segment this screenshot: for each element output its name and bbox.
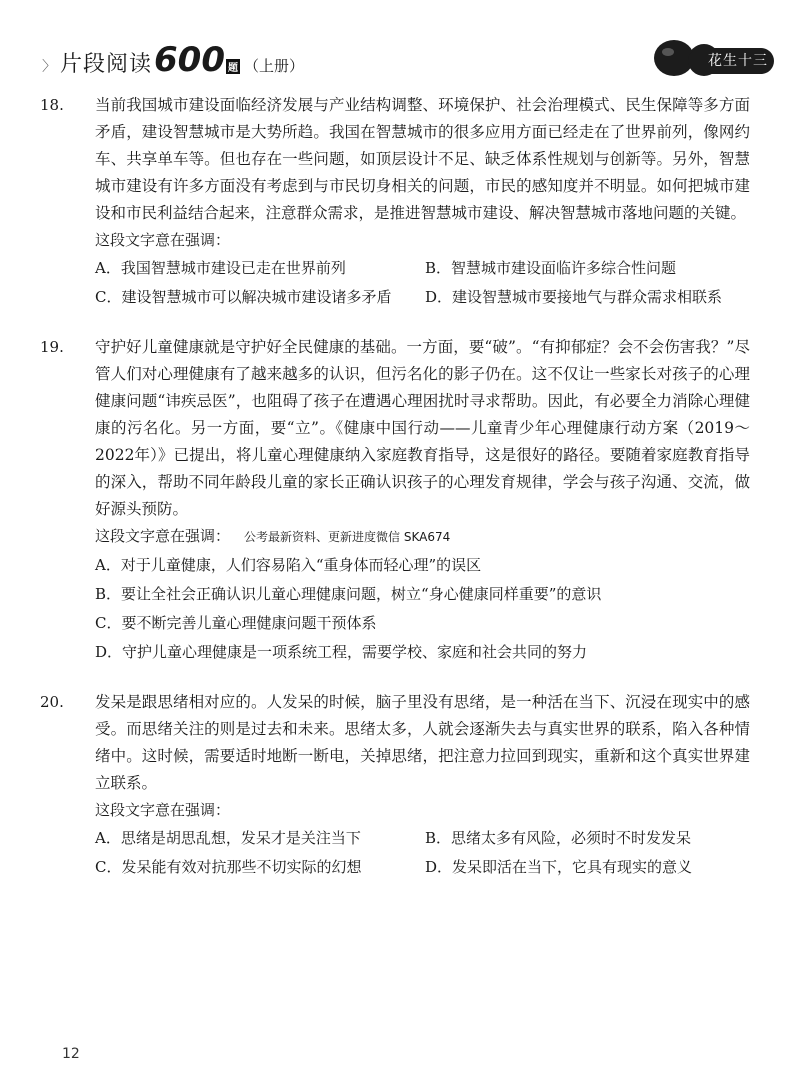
publisher-logo — [648, 36, 778, 80]
question-number: 20. — [40, 693, 64, 711]
question-prompt: 这段文字意在强调： — [95, 231, 231, 249]
option-a: A．思绪是胡思乱想，发呆才是关注当下 — [95, 829, 361, 847]
option-c: C．建设智慧城市可以解决城市建设诸多矛盾 — [95, 288, 392, 306]
book-title-number: 600 — [154, 40, 225, 80]
question-prompt: 这段文字意在强调： — [95, 801, 231, 819]
question-number: 18. — [40, 96, 64, 114]
option-d: D．建设智慧城市要接地气与群众需求相联系 — [425, 288, 723, 306]
option-d: D．守护儿童心理健康是一项系统工程，需要学校、家庭和社会共同的努力 — [95, 643, 588, 661]
question-list — [40, 92, 750, 904]
option-b: B．思绪太多有风险，必须时不时发发呆 — [425, 829, 692, 847]
wechat-note: 公考最新资料、更新进度微信 SKA674 — [244, 530, 451, 544]
option-d: D．发呆即活在当下，它具有现实的意义 — [425, 858, 693, 876]
option-list — [95, 824, 750, 882]
option-c: C．发呆能有效对抗那些不切实际的幻想 — [95, 858, 362, 876]
book-volume: （上册） — [244, 57, 305, 75]
prompt-text: 这段文字意在强调： — [95, 527, 231, 545]
question-18 — [40, 92, 750, 312]
logo-text: 花生十三 — [708, 53, 768, 69]
option-b: B．智慧城市建设面临许多综合性问题 — [425, 259, 677, 277]
book-title-ti: 题 — [226, 59, 240, 74]
header-mark: 〉 — [42, 59, 56, 75]
option-c: C．要不断完善儿童心理健康问题干预体系 — [95, 614, 377, 632]
page-number: 12 — [62, 1046, 80, 1062]
option-list — [95, 254, 750, 312]
option-a: A．我国智慧城市建设已走在世界前列 — [95, 259, 346, 277]
question-prompt — [95, 523, 750, 551]
question-stem: 当前我国城市建设面临经济发展与产业结构调整、环境保护、社会治理模式、民生保障等多方面矛盾，建设智慧城市是大势所趋。我国在智慧城市的很多应用方面已经走在了世界前列，像网约车、共享单车等。但也存在一些问题，如顶层设计不足、缺乏体系性规划与创新等。另外，智慧城市建设有许多方面没有考虑到与市民切身相关的问题，市民的感知度并不明显。如何把城市建设和市民利益结合起来，注意群众需求，是推进智慧城市建设、解决智慧城市落地问题的关键。 — [95, 96, 750, 222]
book-title: 片段阅读 — [60, 52, 153, 77]
question-number: 19. — [40, 338, 64, 356]
option-a: A．对于儿童健康，人们容易陷入“重身体而轻心理”的误区 — [95, 556, 482, 574]
book-header — [42, 40, 304, 84]
question-stem: 守护好儿童健康就是守护好全民健康的基础。一方面，要“破”。“有抑郁症？会不会伤害我？”尽管人们对心理健康有了越来越多的认识，但污名化的影子仍在。这不仅让一些家长对孩子的心理健康问题“讳疾忌医”，也阻碍了孩子在遭遇心理困扰时寻求帮助。因此，有必要全力消除心理健康的污名化。另一方面，要“立”。《健康中国行动——儿童青少年心理健康行动方案（2019～2022年）》已提出，将儿童心理健康纳入家庭教育指导，这是很好的路径。要随着家庭教育指导的深入，帮助不同年龄段儿童的家长正确认识孩子的心理发育规律，学会与孩子沟通、交流，做好源头预防。 — [95, 338, 750, 518]
question-stem: 发呆是跟思绪相对应的。人发呆的时候，脑子里没有思绪，是一种活在当下、沉浸在现实中的感受。而思绪关注的则是过去和未来。思绪太多，人就会逐渐失去与真实世界的联系，陷入各种情绪中。这时候，需要适时地断一断电，关掉思绪，把注意力拉回到现实，重新和这个真实世界建立联系。 — [95, 693, 750, 792]
question-19 — [40, 334, 750, 667]
question-20 — [40, 689, 750, 882]
option-b: B．要让全社会正确认识儿童心理健康问题，树立“身心健康同样重要”的意识 — [95, 585, 602, 603]
option-list — [95, 551, 750, 667]
